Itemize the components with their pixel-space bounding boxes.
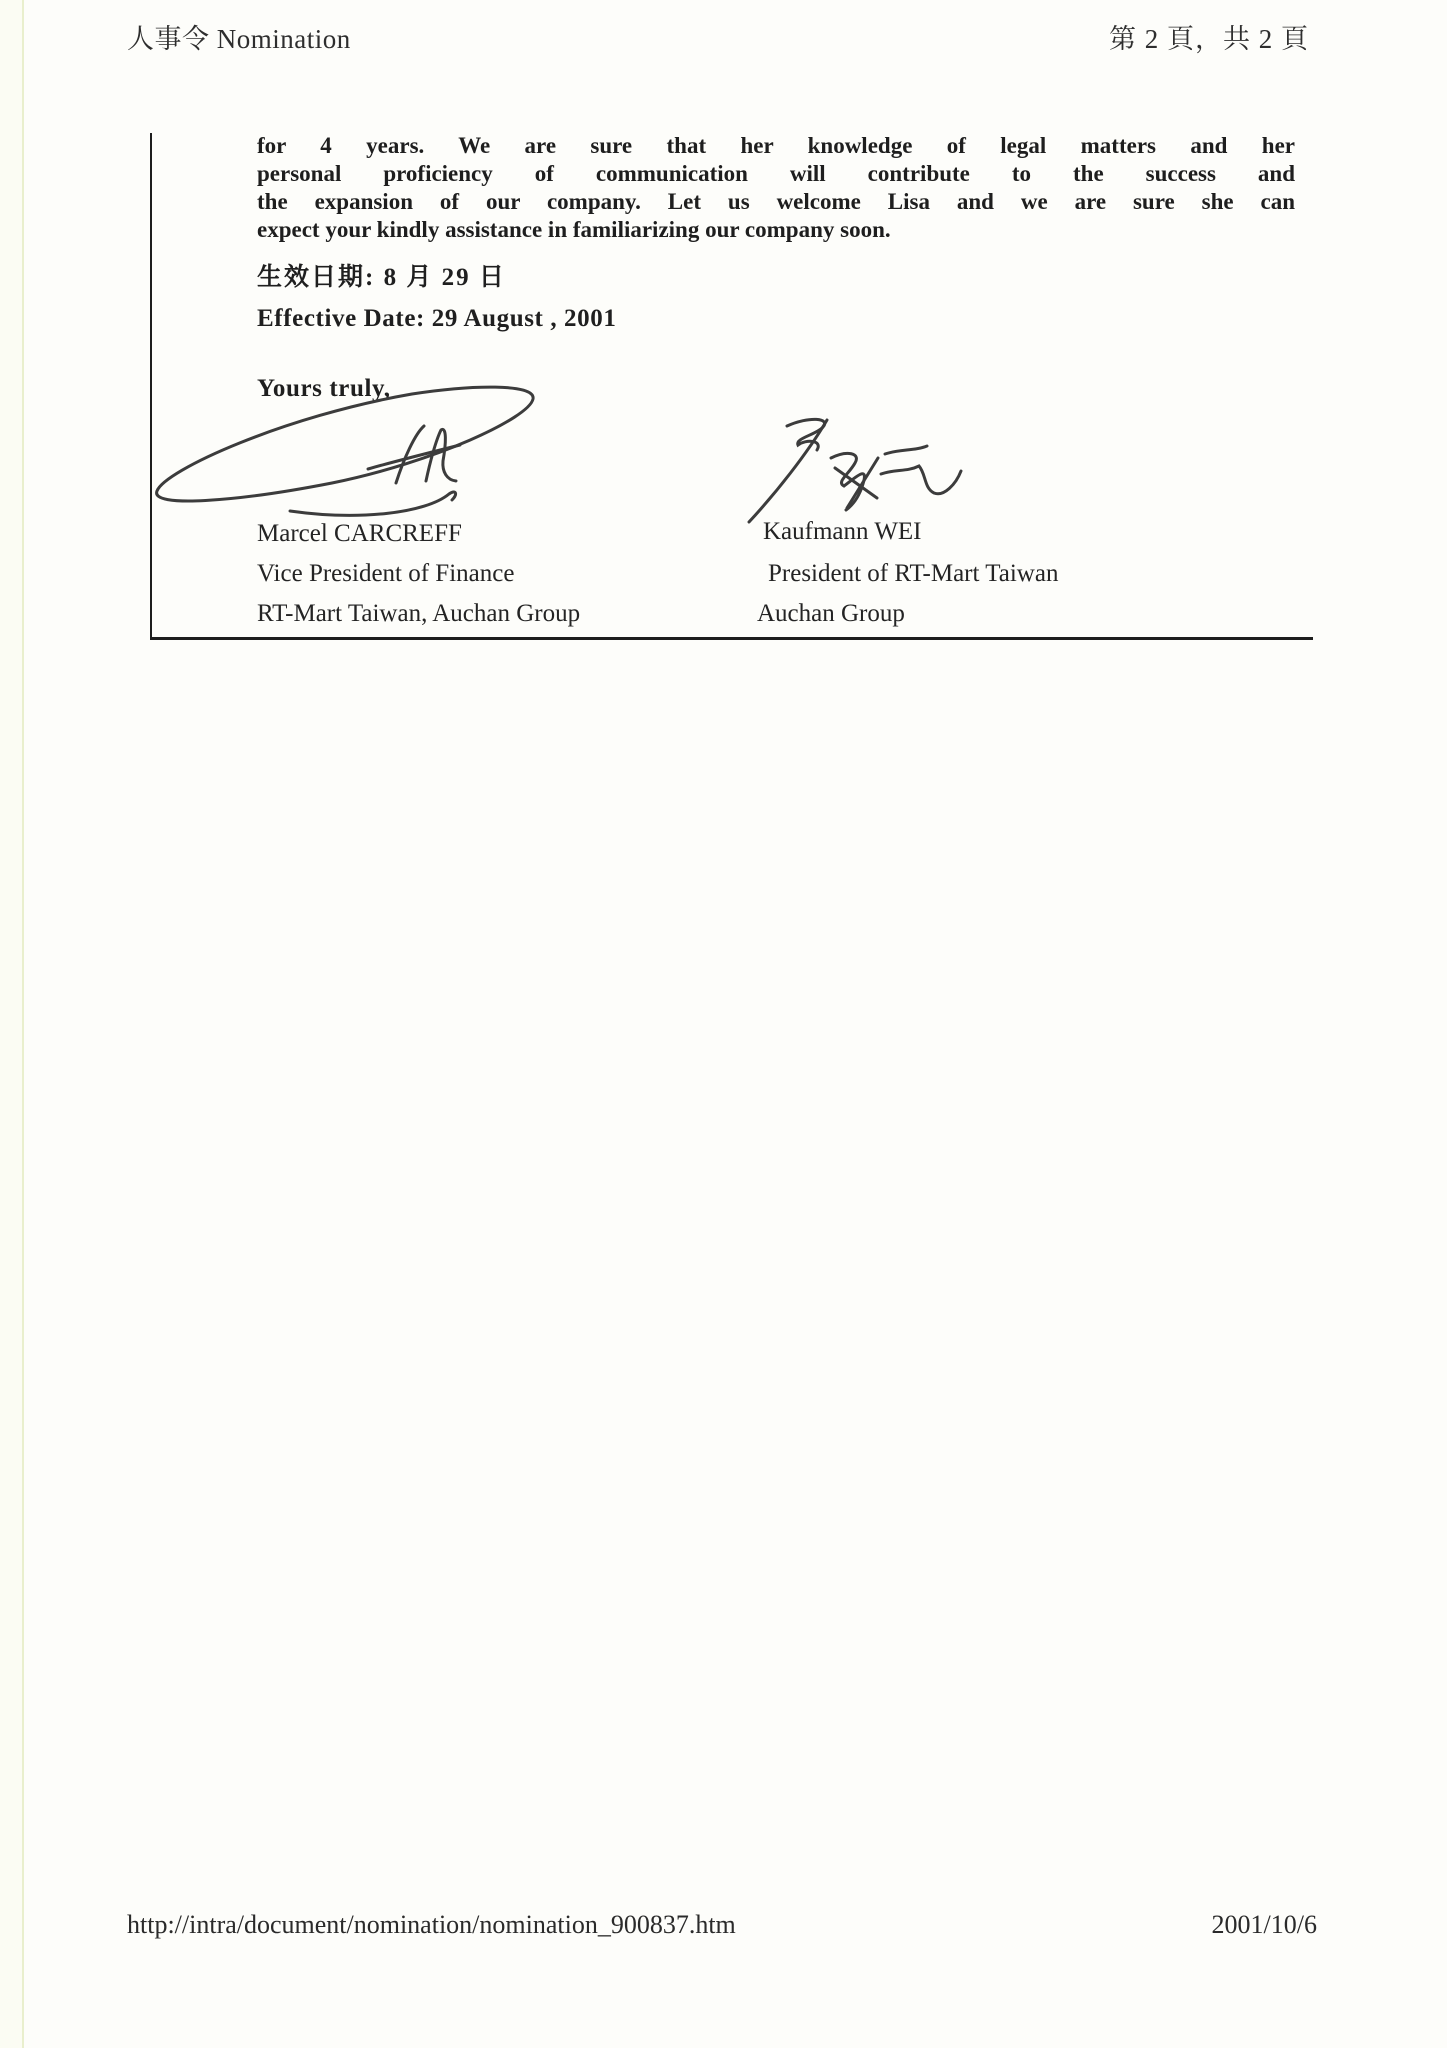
- paragraph-line: for 4 years. We are sure that her knowledge of legal matters and her: [257, 133, 1295, 158]
- handwritten-loop-signature-icon: [140, 382, 550, 527]
- table-border-bottom: [150, 637, 1313, 640]
- document-source-url: http://intra/document/nomination/nomination_900837.htm: [127, 1910, 736, 1939]
- effective-date-chinese: 生效日期: 8 月 29 日: [257, 264, 506, 291]
- paragraph-line: personal proficiency of communication will contribute to the success and: [257, 161, 1295, 186]
- paragraph-line: expect your kindly assistance in familiarizing our company soon.: [257, 217, 891, 242]
- signer-org: RT-Mart Taiwan, Auchan Group: [257, 600, 581, 627]
- page-number-indicator: 第 2 頁，共 2 頁: [1109, 24, 1309, 54]
- signer-title: Vice President of Finance: [257, 560, 515, 587]
- signer-title: President of RT-Mart Taiwan: [768, 560, 1059, 587]
- print-date: 2001/10/6: [1211, 1910, 1317, 1939]
- signer-name: Marcel CARCREFF: [257, 520, 462, 547]
- scan-edge-artifact: [0, 0, 22, 2048]
- signer-org: Auchan Group: [757, 600, 905, 627]
- handwritten-cjk-signature-icon: [735, 412, 965, 532]
- scan-edge-artifact-line: [22, 0, 24, 2048]
- closing-salutation: Yours truly,: [257, 375, 391, 402]
- paragraph-line: the expansion of our company. Let us welcome Lisa and we are sure she can: [257, 189, 1295, 214]
- effective-date-english: Effective Date: 29 August , 2001: [257, 305, 617, 332]
- signer-name: Kaufmann WEI: [763, 518, 922, 545]
- letter-body-paragraph: [257, 132, 1295, 244]
- document-header-title: 人事令 Nomination: [127, 24, 351, 54]
